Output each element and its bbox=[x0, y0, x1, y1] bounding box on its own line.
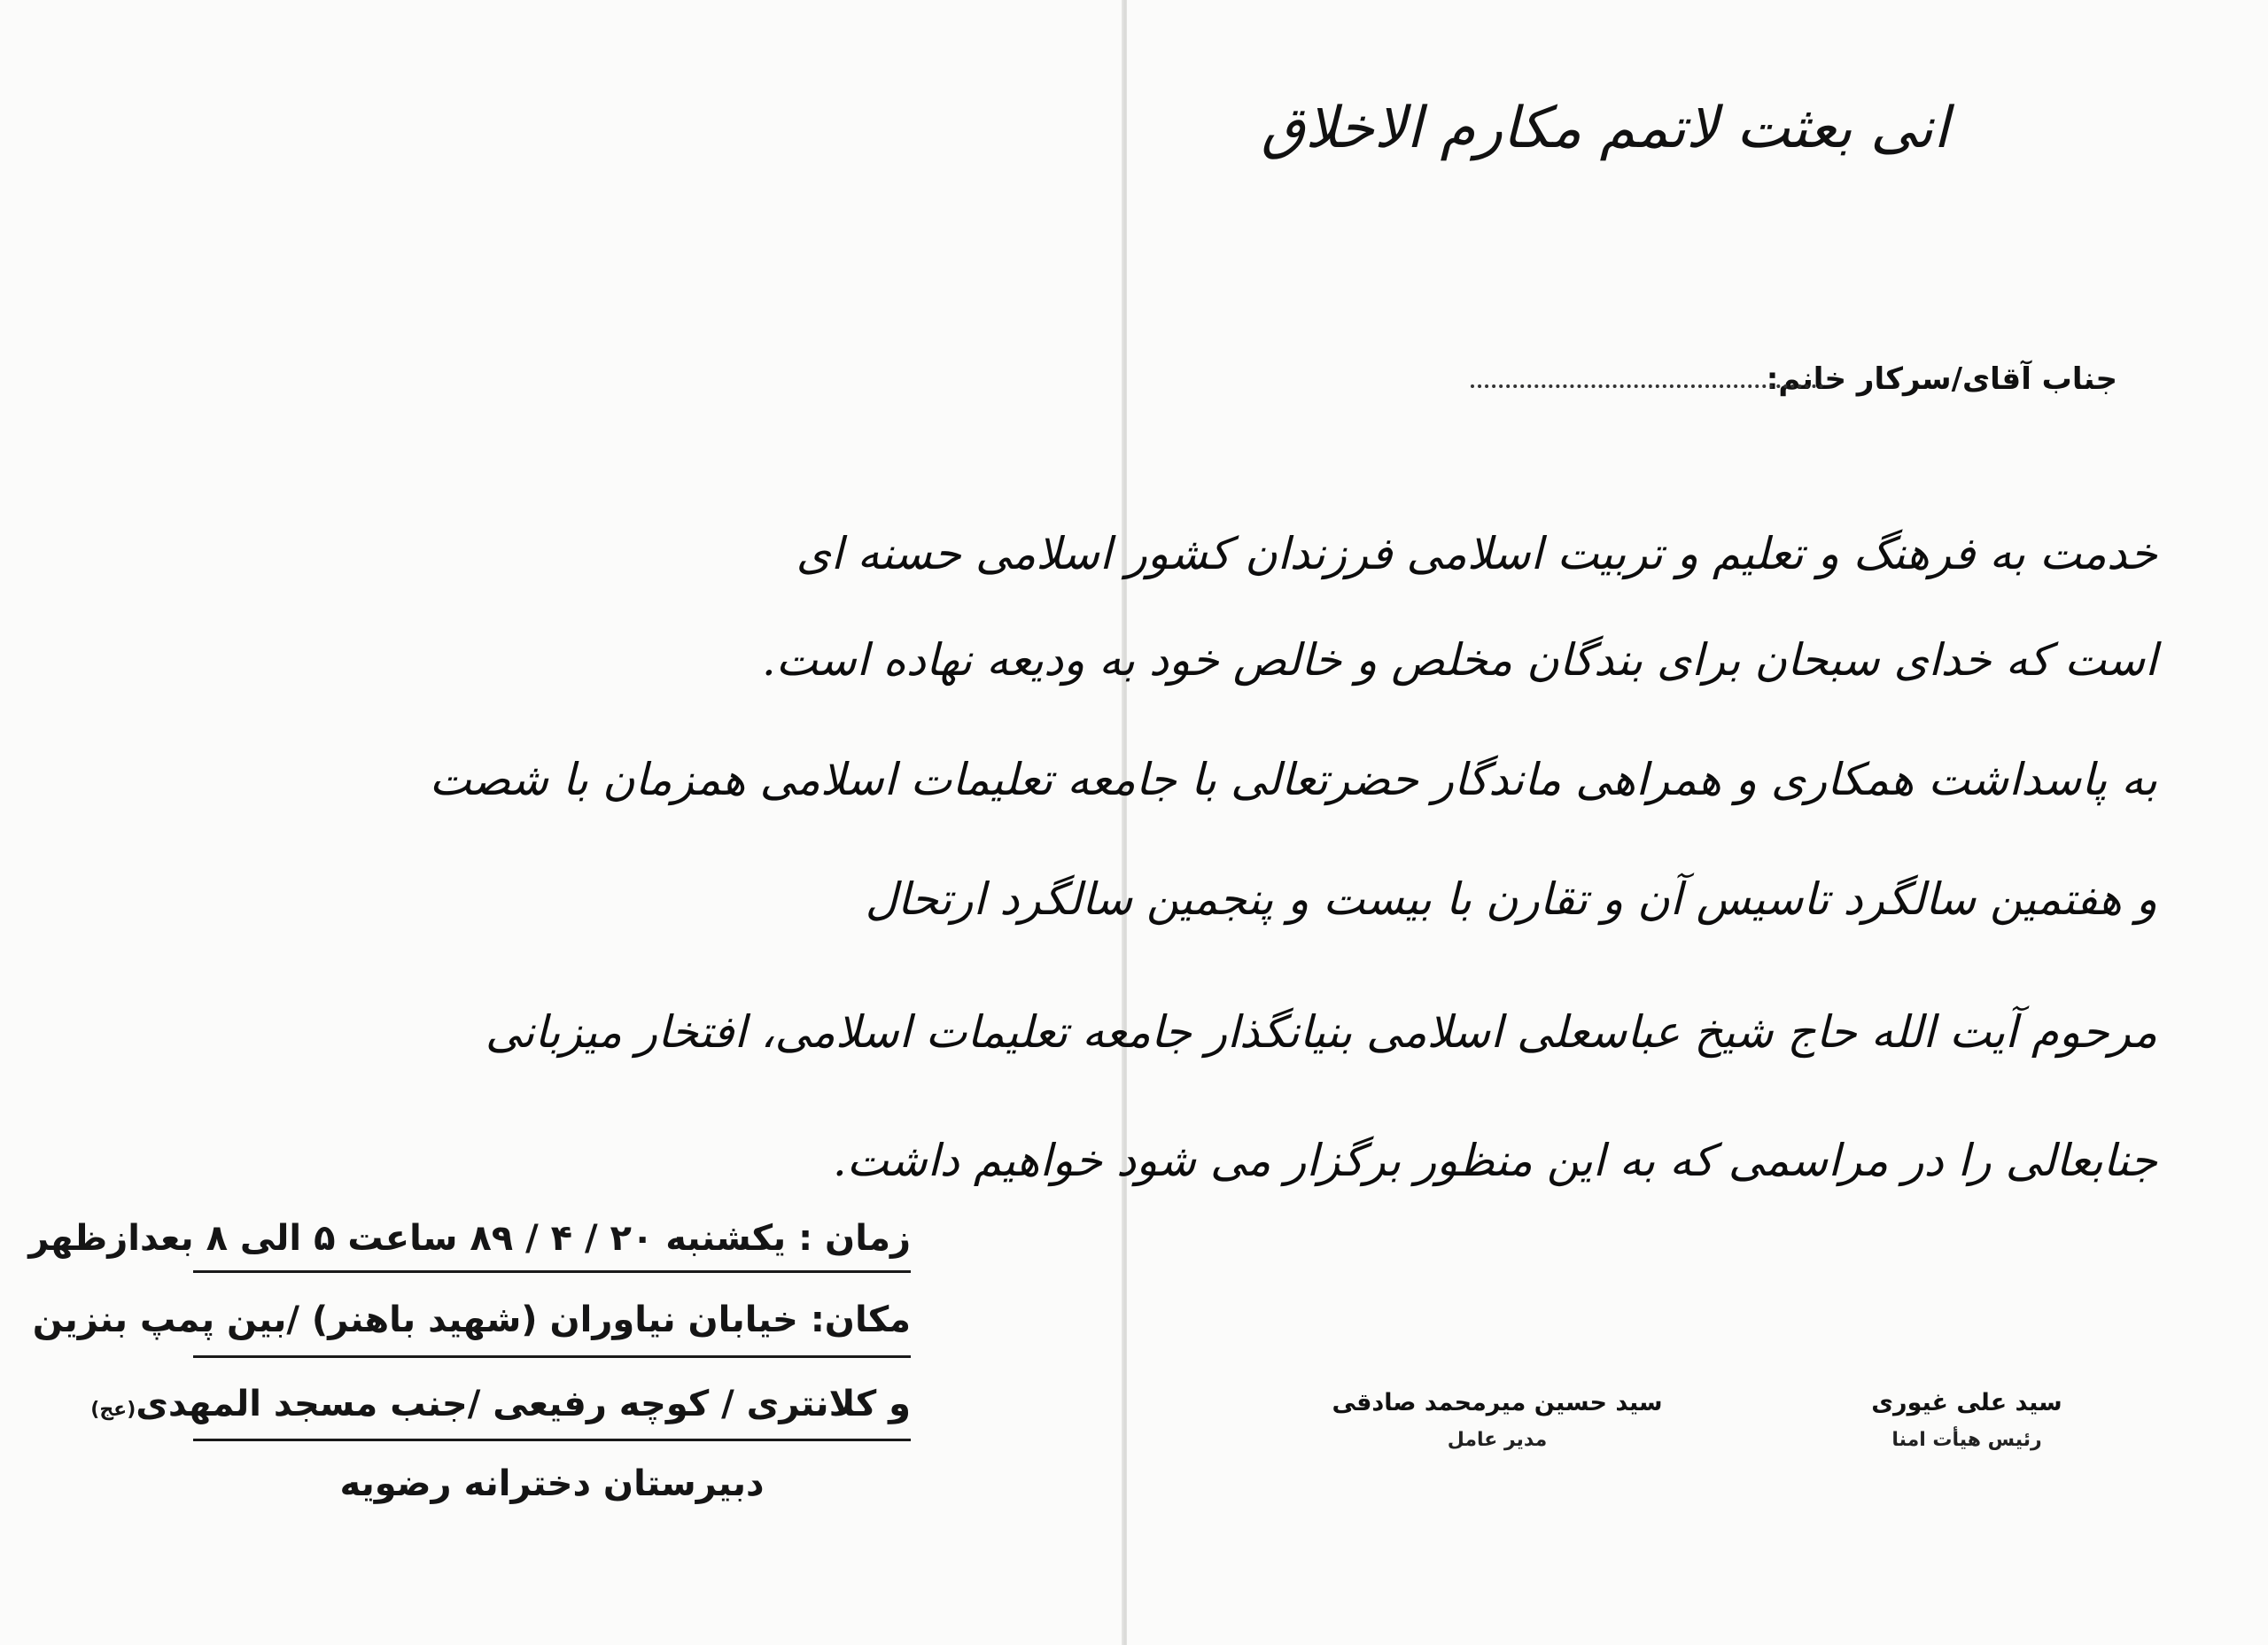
body-line: خدمت به فرهنگ و تعلیم و تربیت اسلامی فرزندان کشور اسلامی حسنه ای bbox=[796, 528, 2157, 579]
event-place-line-1: مکان: خیابان نیاوران (شهید باهنر) /بین پمپ بنزین bbox=[32, 1300, 911, 1340]
addressee-label: جناب آقای/سرکار خانم: bbox=[1766, 361, 2117, 397]
body-line: جنابعالی را در مراسمی که به این منظور برگزار می شود خواهیم داشت. bbox=[832, 1135, 2157, 1186]
body-line: مرحوم آیت الله حاج شیخ عباسعلی اسلامی بنیانگذار جامعه تعلیمات اسلامی، افتخار میزبانی bbox=[485, 1006, 2157, 1058]
body-line: و هفتمین سالگرد تاسیس آن و تقارن با بیست و پنجمین سالگرد ارتحال bbox=[865, 873, 2157, 925]
body-line: است که خدای سبحان برای بندگان مخلص و خالص خود به ودیعه نهاده است. bbox=[761, 634, 2157, 686]
honorific-mark: (عج) bbox=[90, 1399, 136, 1421]
divider-line bbox=[193, 1270, 911, 1273]
signer-name: سید علی غیوری bbox=[1871, 1389, 2062, 1416]
body-line: به پاسداشت همکاری و همراهی ماندگار حضرتعالی با جامعه تعلیمات اسلامی همزمان با شصت bbox=[429, 754, 2157, 805]
signer-ceo bbox=[1311, 1382, 1683, 1456]
divider-line bbox=[193, 1439, 911, 1441]
signer-title: رئیس هیأت امنا bbox=[1891, 1429, 2042, 1451]
place-line-2-text: و کلانتری / کوچه رفیعی /جنب مسجد المهدی bbox=[136, 1384, 911, 1424]
event-time: زمان : یکشنبه ۲۰ / ۴ / ۸۹ ساعت ۵ الی ۸ بعدازظهر bbox=[28, 1218, 911, 1259]
signer-board-chair bbox=[1852, 1382, 2082, 1456]
signer-name: سید حسین میرمحمد صادقی bbox=[1332, 1389, 1663, 1416]
signer-title: مدیر عامل bbox=[1447, 1429, 1548, 1451]
divider-line bbox=[193, 1355, 911, 1358]
motto-heading: انی بعثت لاتمم مکارم الاخلاق bbox=[1261, 96, 1949, 161]
event-place-line-2 bbox=[90, 1377, 911, 1431]
school-name: دبیرستان دخترانه رضویه bbox=[339, 1463, 765, 1504]
